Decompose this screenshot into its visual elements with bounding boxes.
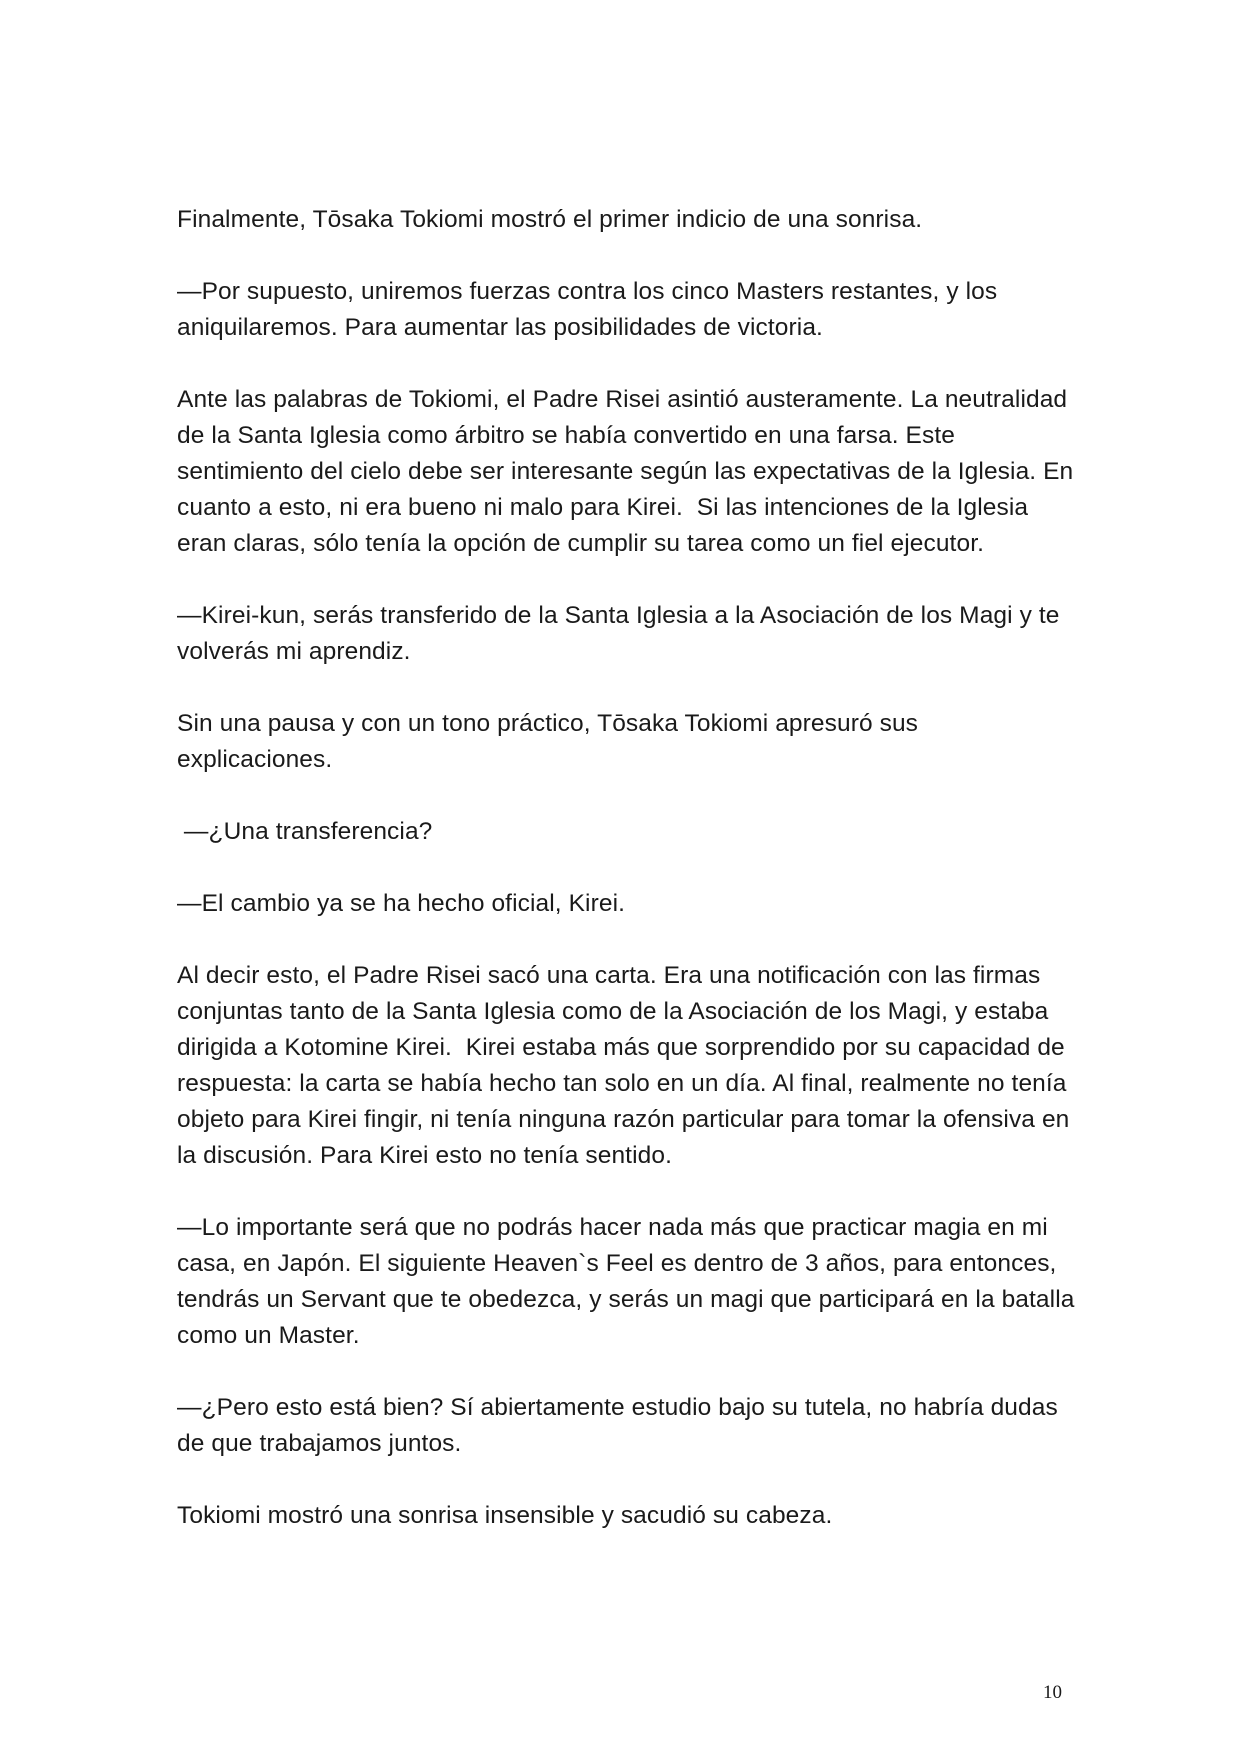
paragraph: Sin una pausa y con un tono práctico, Tōsaka Tokiomi apresuró sus explicaciones. [177, 710, 925, 773]
paragraph: —El cambio ya se ha hecho oficial, Kirei. [177, 890, 626, 917]
paragraph: —Lo importante será que no podrás hacer nada más que practicar magia en mi casa, en Japón. El siguiente Heaven`s Feel es dentro de 3 años, para entonces, tendrás un Servant que te obedezca, y serás un magi que participará en la batalla como un Master. [177, 1214, 1082, 1349]
page-number: 10 [1043, 1682, 1062, 1703]
paragraph: Ante las palabras de Tokiomi, el Padre Risei asintió austeramente. La neutralidad de la Santa Iglesia como árbitro se había convertido en una farsa. Este sentimiento del cielo debe ser interesante según las expectativas de la Iglesia. En cuanto a esto, ni era bueno ni malo para Kirei. Si las intenciones de la Iglesia eran claras, sólo tenía la opción de cumplir su tarea como un fiel ejecutor. [177, 386, 1081, 557]
paragraph: —Kirei-kun, serás transferido de la Santa Iglesia a la Asociación de los Magi y te volverás mi aprendiz. [177, 602, 1067, 665]
body-text [177, 202, 1082, 1570]
paragraph: —¿Pero esto está bien? Sí abiertamente estudio bajo su tutela, no habría dudas de que trabajamos juntos. [177, 1394, 1065, 1457]
paragraph: —Por supuesto, uniremos fuerzas contra los cinco Masters restantes, y los aniquilaremos. Para aumentar las posibilidades de victoria. [177, 278, 1005, 341]
paragraph: —¿Una transferencia? [177, 818, 433, 845]
paragraph: Tokiomi mostró una sonrisa insensible y sacudió su cabeza. [177, 1502, 833, 1529]
paragraph: Finalmente, Tōsaka Tokiomi mostró el primer indicio de una sonrisa. [177, 206, 923, 233]
paragraph: Al decir esto, el Padre Risei sacó una carta. Era una notificación con las firmas conjuntas tanto de la Santa Iglesia como de la Asociación de los Magi, y estaba dirigida a Kotomine Kirei. Kirei estaba más que sorprendido por su capacidad de respuesta: la carta se había hecho tan solo en un día. Al final, realmente no tenía objeto para Kirei fingir, ni tenía ninguna razón particular para tomar la ofensiva en la discusión. Para Kirei esto no tenía sentido. [177, 962, 1077, 1169]
